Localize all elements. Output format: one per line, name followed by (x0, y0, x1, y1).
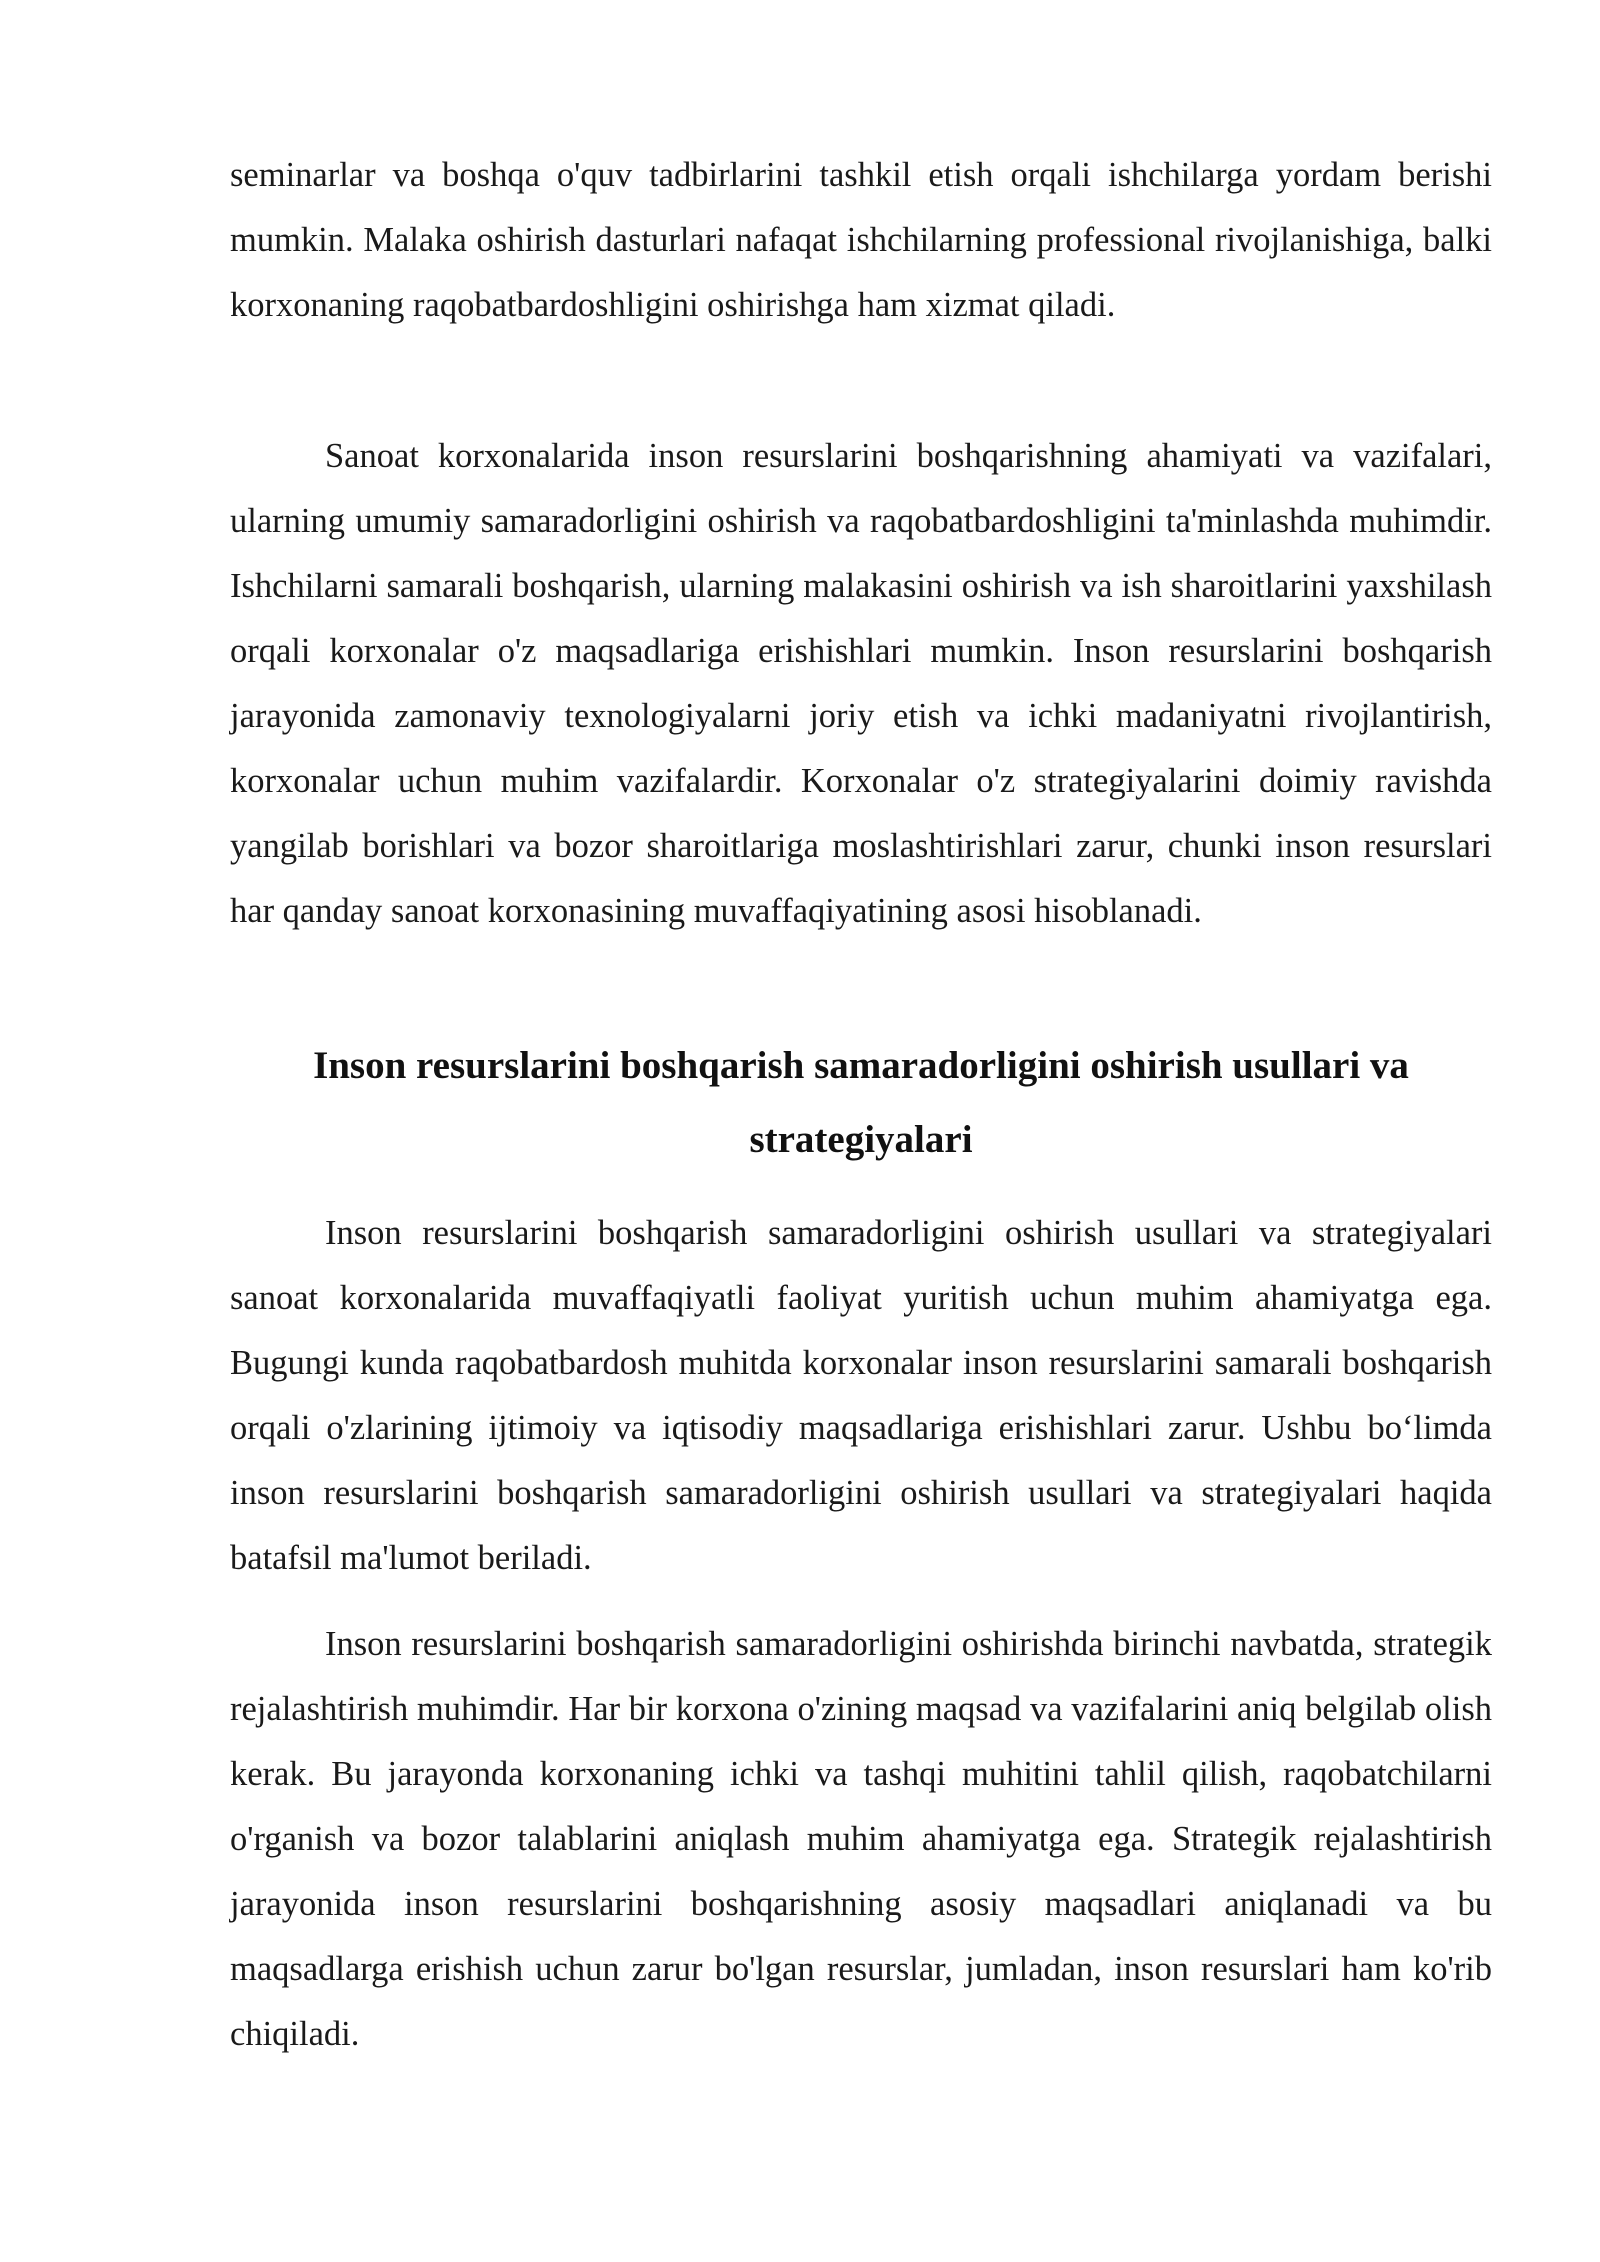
section-heading: Inson resurslarini boshqarish samaradorligini oshirish usullari va strategiyalari (313, 1044, 1409, 1161)
body-paragraph: Inson resurslarini boshqarish samaradorligini oshirishda birinchi navbatda, strategik rejalashtirish muhimdir. Har bir korxona o'zining maqsad va vazifalarini aniq belgilab olish kerak. Bu jarayonda korxonaning ichki va tashqi muhitini tahlil qilish, raqobatchilarni o'rganish va bozor talablarini aniqlash muhim ahamiyatga ega. Strategik rejalashtirish jarayonida inson resurslarini boshqarishning asosiy maqsadlari aniqlanadi va bu maqsadlarga erishish uchun zarur bo'lgan resurslar, jumladan, inson resurslari ham ko'rib chiqiladi. (230, 1625, 1492, 2053)
body-paragraph: Inson resurslarini boshqarish samaradorligini oshirish usullari va strategiyalari sanoat korxonalarida muvaffaqiyatli faoliyat yuritish uchun muhim ahamiyatga ega. Bugungi kunda raqobatbardosh muhitda korxonalar inson resurslarini samarali boshqarish orqali o'zlarining ijtimoiy va iqtisodiy maqsadlariga erishishlari zarur. Ushbu bo‘limda inson resurslarini boshqarish samaradorligini oshirish usullari va strategiyalari haqida batafsil ma'lumot beriladi. (230, 1214, 1492, 1577)
body-paragraph: Sanoat korxonalarida inson resurslarini boshqarishning ahamiyati va vazifalari, ularning umumiy samaradorligini oshirish va raqobatbardoshligini ta'minlashda muhimdir. Ishchilarni samarali boshqarish, ularning malakasini oshirish va ish sharoitlarini yaxshilash orqali korxonalar o'z maqsadlariga erishishlari mumkin. Inson resurslarini boshqarish jarayonida zamonaviy texnologiyalarni joriy etish va ichki madaniyatni rivojlantirish, korxonalar uchun muhim vazifalardir. Korxonalar o'z strategiyalarini doimiy ravishda yangilab borishlari va bozor sharoitlariga moslashtirishlari zarur, chunki inson resurslari har qanday sanoat korxonasining muvaffaqiyatining asosi hisoblanadi. (230, 437, 1492, 930)
body-paragraph: seminarlar va boshqa o'quv tadbirlarini tashkil etish orqali ishchilarga yordam berishi mumkin. Malaka oshirish dasturlari nafaqat ishchilarning professional rivojlanishiga, balki korxonaning raqobatbardoshligini oshirishga ham xizmat qiladi. (230, 156, 1492, 324)
